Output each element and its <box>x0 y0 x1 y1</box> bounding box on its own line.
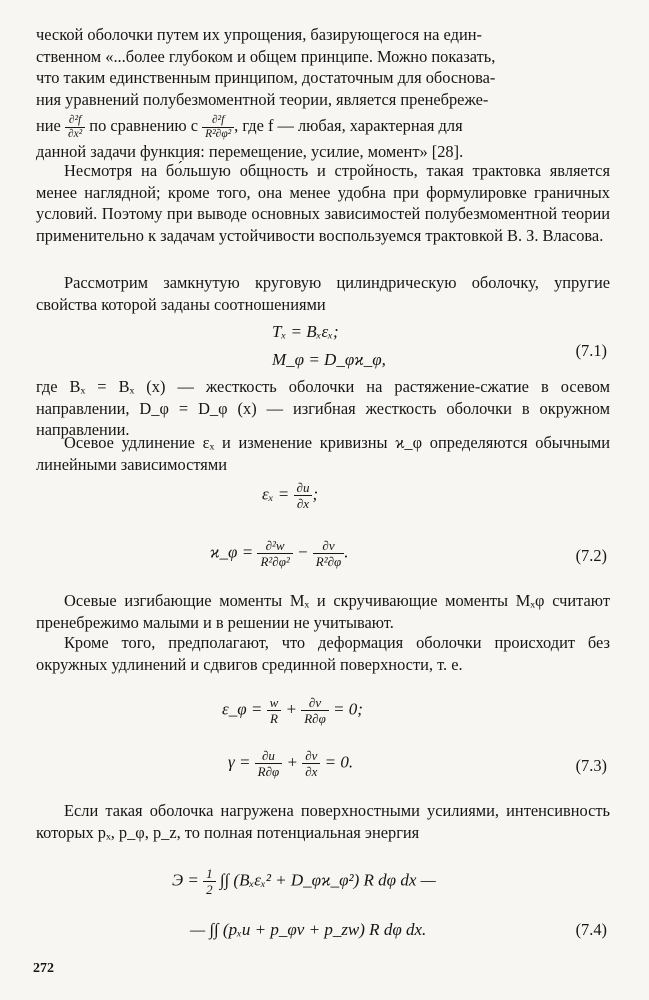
p1-line-4: ния уравнений полубезмоментной теории, является пренебреже- <box>36 89 489 109</box>
frac-num: ∂²f <box>65 114 85 128</box>
frac-num: 1 <box>203 866 216 882</box>
fraction-dv-rdphi <box>301 695 329 726</box>
p1-line-5-mid: по сравнению с <box>89 116 199 136</box>
paragraph-5: Осевое удлинение εₓ и изменение кривизны ϰ_φ определяются обычными линейными зависимостями <box>36 433 610 474</box>
frac-den: R∂φ <box>304 711 326 726</box>
eq73b-end: = 0. <box>324 752 354 772</box>
p1-line-5 <box>36 110 610 141</box>
equation-7-3b <box>228 748 353 779</box>
frac-den: R²∂φ² <box>260 554 290 569</box>
equation-7-2b <box>210 538 349 569</box>
equation-number-7-1: (7.1) <box>575 341 607 360</box>
frac-den: R²∂φ <box>315 554 342 569</box>
fraction-d2f-dx2 <box>65 114 85 141</box>
fraction-dv-dx <box>302 748 320 779</box>
p1-line-6: данной задачи функция: перемещение, усилие, момент» [28]. <box>36 142 464 162</box>
fraction-one-half <box>203 866 216 897</box>
equation-7-3a <box>222 695 363 726</box>
frac-den: ∂x <box>305 764 318 779</box>
eq73b-lhs: γ = <box>228 752 251 772</box>
eq74a-lhs: Э = <box>172 870 199 890</box>
equation-7-4b: — ∫∫ (pₓu + p_φv + p_zw) R dφ dx. <box>190 920 427 939</box>
equation-number-7-2: (7.2) <box>575 546 607 565</box>
fraction-dv <box>313 538 344 569</box>
eq72b-end: . <box>344 542 349 562</box>
frac-den: ∂x <box>296 496 310 511</box>
frac-den: R²∂φ² <box>205 128 232 141</box>
frac-num: ∂v <box>301 695 329 711</box>
paragraph-3: Рассмотрим замкнутую круговую цилиндрическую оболочку, упругие свойства которой заданы соотношениями <box>36 273 610 314</box>
frac-den: ∂x² <box>67 128 83 141</box>
frac-num: ∂u <box>255 748 283 764</box>
equation-7-2a <box>262 480 318 511</box>
p1-line-1: ческой оболочки путем их упрощения, базирующегося на един- <box>36 25 482 44</box>
p1-line-3: что таким единственным принципом, достаточным для обоснова- <box>36 68 496 88</box>
fraction-w-r <box>267 695 282 726</box>
eq73b-op: + <box>286 752 298 772</box>
frac-num: ∂v <box>302 748 320 764</box>
equation-number-7-4: (7.4) <box>575 920 607 939</box>
fraction-d2w <box>257 538 292 569</box>
frac-num: ∂²w <box>257 538 292 554</box>
eq72a-lhs: εₓ = <box>262 484 290 504</box>
paragraph-1 <box>36 24 610 163</box>
equation-7-4a <box>172 866 436 897</box>
fraction-d2f-r2dphi2 <box>202 114 234 141</box>
eq72b-lhs: ϰ_φ = <box>210 542 254 562</box>
p1-line-2: ственном «...более глубоком и общем принципе. Можно показать, <box>36 46 496 66</box>
frac-den: R <box>269 711 278 726</box>
frac-num: w <box>267 695 282 711</box>
eq73a-lhs: ε_φ = <box>222 699 263 719</box>
eq73a-end: = 0; <box>333 699 363 719</box>
frac-den: R∂φ <box>257 764 280 779</box>
paragraph-2: Несмотря на бо́льшую общность и стройность, такая трактовка является менее наглядной; кроме того, она менее удобна при формулировке граничных условий. Поэтому при выводе основных зависимостей полубезмоментной теории применительно к задачам устойчивости воспользуемся трактовкой В. З. Власова. <box>36 161 610 245</box>
frac-num: ∂v <box>313 538 344 554</box>
equation-7-1a: Tₓ = Bₓεₓ; <box>272 322 339 341</box>
eq74a-rest: ∫∫ (Bₓεₓ² + D_φϰ_φ²) R dφ dx — <box>219 870 436 890</box>
p1-line-5-start: ние <box>36 116 61 136</box>
p1-line-5-end: , где f — любая, характерная для <box>234 116 463 136</box>
page-number: 272 <box>33 961 54 976</box>
frac-num: ∂²f <box>202 114 234 128</box>
fraction-du-rdphi <box>255 748 283 779</box>
eq72a-end: ; <box>312 484 319 504</box>
frac-den: 2 <box>206 882 213 897</box>
paragraph-6: Осевые изгибающие моменты Mₓ и скручивающие моменты Mₓφ считают пренебрежимо малыми и в решении не учитывают. <box>36 591 610 632</box>
paragraph-8: Если такая оболочка нагружена поверхностными усилиями, интенсивность которых pₓ, p_φ, p_z, то полная потенциальная энергия <box>36 801 610 842</box>
eq72b-op: − <box>297 542 309 562</box>
frac-num: ∂u <box>294 480 313 496</box>
paragraph-4: где Bₓ = Bₓ (x) — жесткость оболочки на растяжение-сжатие в осевом направлении, D_φ = D_φ (x) — изгибная жесткость оболочки в окружном направлении. <box>36 377 610 440</box>
equation-number-7-3: (7.3) <box>575 756 607 775</box>
equation-7-1b: M_φ = D_φϰ_φ, <box>272 350 386 369</box>
paragraph-7: Кроме того, предполагают, что деформация оболочки происходит без окружных удлинений и сдвигов срединной поверхности, т. е. <box>36 633 610 674</box>
eq73a-op: + <box>285 699 297 719</box>
fraction-du-dx <box>294 480 313 511</box>
